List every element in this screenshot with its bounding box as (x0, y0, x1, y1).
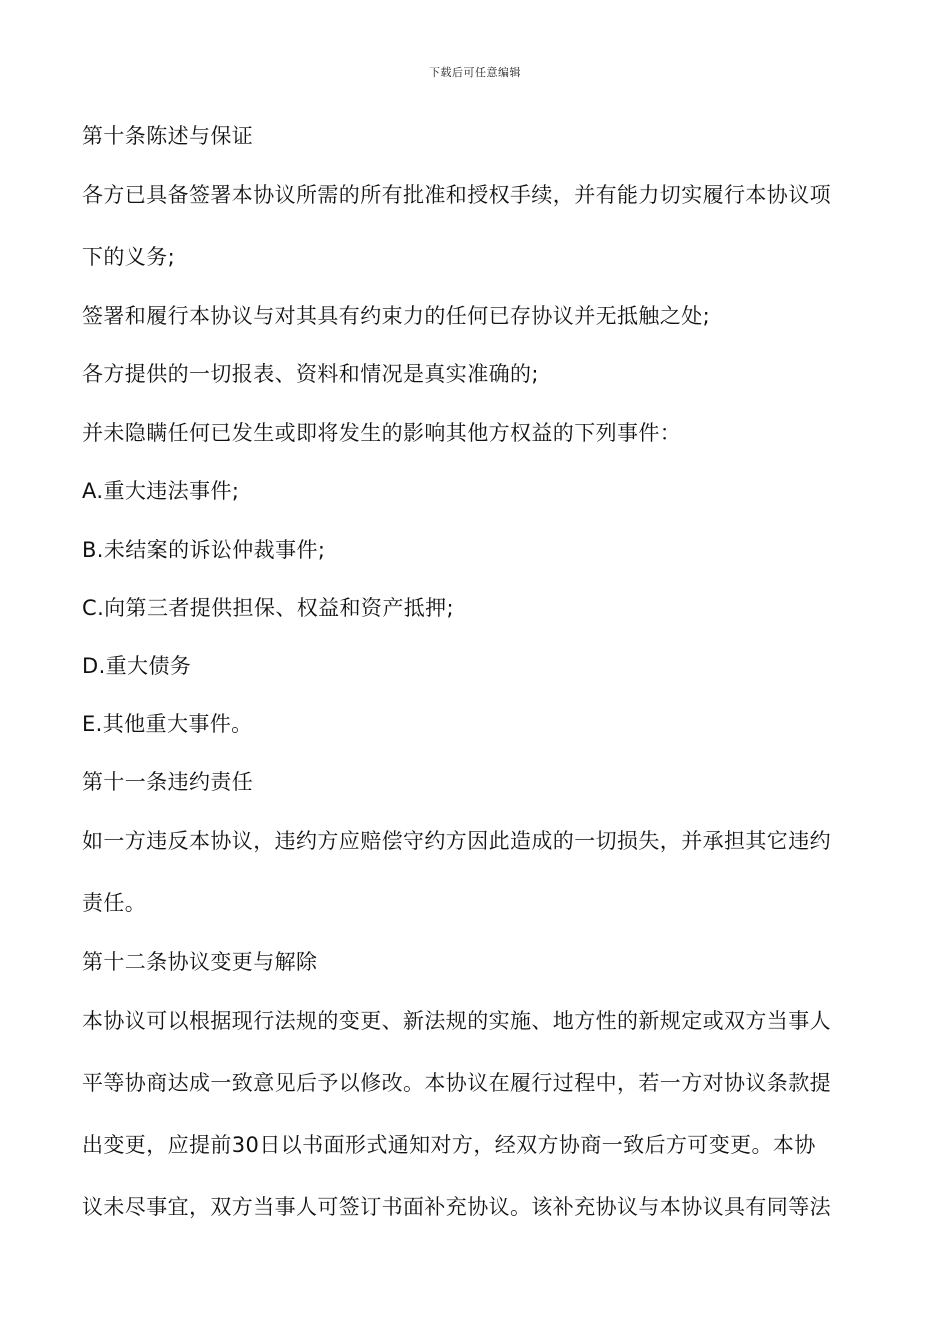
paragraph-line: 出变更，应提前30日以书面形式通知对方，经双方协商一致后方可变更。本协 (82, 1133, 816, 1157)
list-item-b: B.未结案的诉讼仲裁事件; (82, 538, 326, 562)
paragraph-line: 责任。 (82, 891, 147, 915)
section-heading-article-12: 第十二条协议变更与解除 (82, 950, 318, 974)
paragraph-line: 下的义务; (82, 245, 176, 269)
list-item-c: C.向第三者提供担保、权益和资产抵押; (82, 596, 455, 620)
paragraph-line: 并未隐瞒任何已发生或即将发生的影响其他方权益的下列事件： (82, 421, 682, 445)
list-item-a: A.重大违法事件; (82, 479, 240, 503)
paragraph-line: 议未尽事宜，双方当事人可签订书面补充协议。该补充协议与本协议具有同等法 (82, 1195, 831, 1219)
list-item-e: E.其他重大事件。 (82, 712, 253, 736)
paragraph-line: 签署和履行本协议与对其具有约束力的任何已存协议并无抵触之处; (82, 304, 711, 328)
page-header: 下载后可任意编辑 (429, 66, 521, 79)
paragraph-line: 本协议可以根据现行法规的变更、新法规的实施、地方性的新规定或双方当事人 (82, 1009, 831, 1033)
paragraph-line: 各方已具备签署本协议所需的所有批准和授权手续，并有能力切实履行本协议项 (82, 183, 831, 207)
paragraph-line: 平等协商达成一致意见后予以修改。本协议在履行过程中，若一方对协议条款提 (82, 1071, 831, 1095)
paragraph-line: 如一方违反本协议，违约方应赔偿守约方因此造成的一切损失，并承担其它违约 (82, 829, 831, 853)
section-heading-article-11: 第十一条违约责任 (82, 770, 254, 794)
section-heading-article-10: 第十条陈述与保证 (82, 124, 254, 148)
list-item-d: D.重大债务 (82, 654, 192, 678)
paragraph-line: 各方提供的一切报表、资料和情况是真实准确的; (82, 362, 539, 386)
